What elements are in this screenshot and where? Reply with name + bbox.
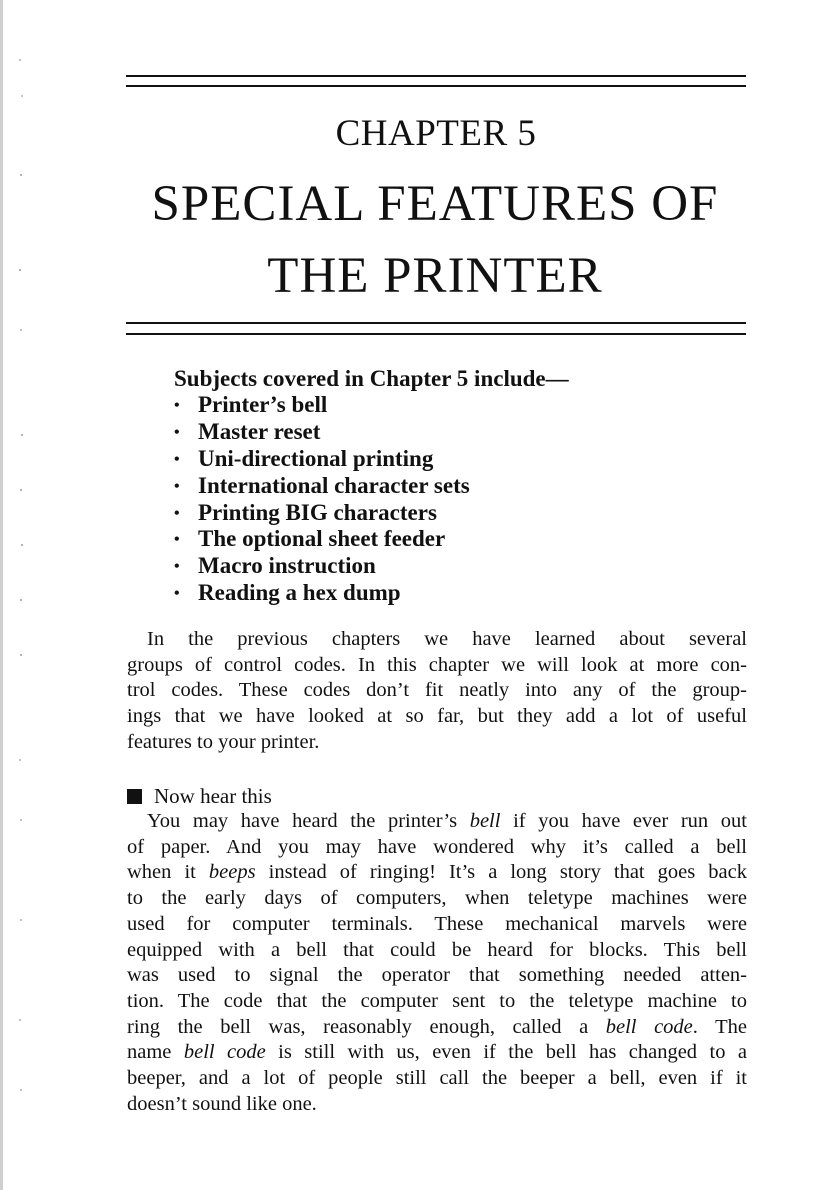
bottom-rule-upper — [126, 322, 746, 324]
italic-term: bell code — [183, 1041, 266, 1064]
line-text: is still with us, even if the bell has changed to a — [265, 1041, 747, 1064]
subject-item-label: The optional sheet feeder — [198, 526, 446, 552]
bullet-icon: • — [174, 531, 180, 549]
line-text: equipped with a bell that could be heard for blocks. This bell — [127, 938, 747, 961]
chapter-title-line-2: THE PRINTER — [267, 248, 603, 304]
line-text: was used to signal the operator that something needed atten- — [127, 964, 747, 987]
line-text: name — [127, 1041, 184, 1064]
line-text: of paper. And you may have wondered why it’s called a bell — [127, 835, 747, 858]
bullet-icon: • — [174, 504, 180, 522]
line-text: beeper, and a lot of people still call the beeper a bell, even if it — [127, 1067, 747, 1090]
square-bullet-icon — [127, 789, 142, 804]
intro-paragraph — [127, 627, 747, 756]
chapter-number: CHAPTER 5 — [335, 113, 537, 154]
section-heading — [127, 783, 272, 809]
subject-item — [174, 392, 714, 419]
line-text: when it — [127, 861, 209, 884]
paragraph-line: features to your printer. — [127, 730, 320, 753]
line-text: tion. The code that the computer sent to the teletype machine to — [127, 989, 747, 1012]
paragraph-line — [127, 860, 747, 886]
paragraph-line — [127, 835, 747, 861]
subject-item-label: Reading a hex dump — [198, 580, 401, 606]
page-binding-edge — [0, 0, 3, 1190]
italic-term: bell code — [605, 1015, 693, 1038]
line-text: doesn’t sound like one. — [127, 1092, 317, 1115]
bottom-rule-lower — [126, 333, 746, 335]
paragraph-line — [127, 809, 747, 835]
bullet-icon: • — [174, 450, 180, 468]
top-rule-upper — [126, 75, 746, 77]
paragraph-line — [127, 938, 747, 964]
subject-item-label: Uni-directional printing — [198, 445, 434, 471]
subject-item — [174, 446, 714, 473]
top-rule-lower — [126, 85, 746, 87]
subject-item-label: Master reset — [198, 418, 321, 444]
subject-item — [174, 473, 714, 500]
bullet-icon: • — [174, 396, 180, 414]
subject-item — [174, 526, 714, 553]
line-text: . The — [692, 1015, 747, 1038]
scan-edge-marks — [14, 40, 38, 1160]
italic-term: bell — [469, 810, 501, 832]
subject-item — [174, 580, 714, 607]
paragraph-line — [127, 886, 747, 912]
subject-item-label: Macro instruction — [198, 553, 376, 579]
line-text: if you have ever run out — [500, 810, 747, 832]
subjects-box — [174, 366, 714, 607]
line-text: used for computer terminals. These mechanical marvels were — [127, 912, 747, 935]
line-text: You may have heard the printer’s — [147, 810, 470, 832]
bullet-icon: • — [174, 558, 180, 576]
paragraph-line — [127, 1015, 747, 1041]
subject-item — [174, 500, 714, 527]
paragraph-line — [127, 1066, 747, 1092]
paragraph-line: trol codes. These codes don’t fit neatly into any of the group- — [127, 679, 747, 702]
subjects-heading: Subjects covered in Chapter 5 include— — [174, 366, 569, 391]
line-text: ring the bell was, reasonably enough, called a — [127, 1015, 606, 1038]
bullet-icon: • — [174, 585, 180, 603]
paragraph-line — [127, 989, 747, 1015]
bullet-icon: • — [174, 477, 180, 495]
paragraph-line: ings that we have looked at so far, but they add a lot of useful — [127, 705, 747, 728]
paragraph-line — [127, 912, 747, 938]
paragraph-line — [127, 1040, 747, 1066]
paragraph-line — [127, 1092, 747, 1118]
subject-item-label: Printing BIG characters — [198, 499, 437, 525]
paragraph-line: groups of control codes. In this chapter we will look at more con- — [127, 653, 747, 676]
line-text: instead of ringing! It’s a long story that goes back — [255, 861, 747, 884]
subject-item — [174, 419, 714, 446]
line-text: to the early days of computers, when teletype machines were — [127, 887, 747, 910]
section-paragraph — [127, 809, 747, 1117]
subject-item-label: Printer’s bell — [198, 391, 328, 417]
subjects-list — [174, 392, 714, 607]
paragraph-line — [127, 963, 747, 989]
bullet-icon: • — [174, 423, 180, 441]
subject-item-label: International character sets — [198, 472, 470, 498]
subject-item — [174, 553, 714, 580]
section-heading-text: Now hear this — [154, 784, 272, 808]
paragraph-line: In the previous chapters we have learned about several — [147, 628, 747, 650]
chapter-title-line-1: SPECIAL FEATURES OF — [151, 176, 719, 232]
italic-term: beeps — [208, 861, 256, 884]
